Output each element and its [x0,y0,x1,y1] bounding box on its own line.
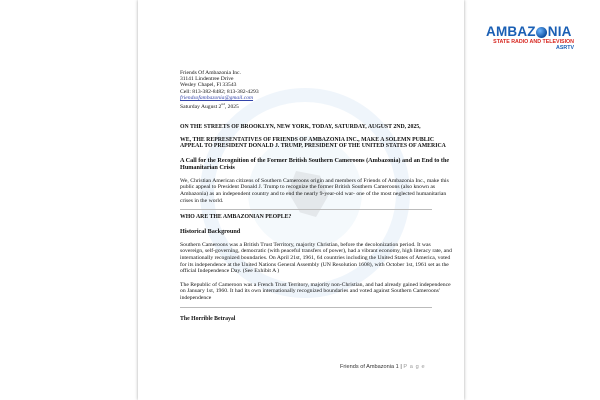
history-paragraph-1: Southern Cameroons was a British Trust Territory, majority Christian, before the decolonization period. It was sovereign, self-governing, democratic (with peaceful transfers of power), had a vibrant economy, high literacy rate, and internationally recognized boundaries. On April 21st, 1961, 64 countries including the United States of America, voted for its independence at the United Nations General Assembly (UN Resolution 1608), with October 1st, 1961 set as the official Independence Day. (See Exhibit A ) [180,241,452,275]
street-address: 31141 Lindentree Drive [180,76,234,83]
letter-date: Saturday August 2nd, 2025 [180,102,239,110]
section-title: WHO ARE THE AMBAZONIAN PEOPLE? [180,214,292,221]
subheading-call: A Call for the Recognition of the Former British Southern Cameroons (Ambazonia) and an End to the Humanitarian Crisis [180,156,450,171]
history-paragraph-2: The Republic of Cameroon was a French Trust Territory, majority non-Christian, and had already gained independence on January 1st, 1960. It had its own internationally recognized boundaries and voted against Southern Cameroons' independence [180,281,451,301]
station-logo [486,25,574,61]
sender-address [180,70,452,110]
logo-acronym: ASRTV [556,45,574,51]
logo-subtitle: STATE RADIO AND TELEVISION [493,39,574,45]
page-footer: Friends of Ambazonia 1 | P a g e [340,364,426,370]
divider [180,209,432,210]
historical-background-title: Historical Background [180,227,241,235]
heading-streets: ON THE STREETS OF BROOKLYN, NEW YORK, TODAY, SATURDAY, AUGUST 2ND, 2025, [180,124,421,131]
email-link[interactable]: friendsofambazonia@gmail.com [180,94,254,101]
letter-content [180,70,452,322]
org-name: Friends Of Ambazonia Inc. [180,70,241,76]
city-address: Wesley Chapel, Fl 33543 [180,82,237,89]
intro-paragraph: We, Christian American citizens of Southern Cameroons origin and members of Friends of Ambazonia Inc., make this public appeal to President Donald J. Trump to recognize the former British Southern Cameroons (also known as Ambazonia) as an independent country and to end the nearly 9-year-old war- one of the most neglected humanitarian crises in the world. [180,177,449,204]
divider [180,307,432,308]
document-page [138,0,464,400]
logo-wordmark: AMBAZ NIA [486,24,572,39]
heading-appeal: WE, THE REPRESENTATIVES OF FRIENDS OF AMBAZONIA INC., MAKE A SOLEMN PUBLIC APPEAL TO PRESIDENT DONALD J. TRUMP, PRESIDENT OF THE UNITED STATES OF AMERICA [180,136,446,150]
phone-numbers: Cell: 813-382-8482; 813-382-4293 [180,88,259,95]
betrayal-title: The Horrible Betrayal [180,315,236,322]
globe-icon [536,27,547,38]
